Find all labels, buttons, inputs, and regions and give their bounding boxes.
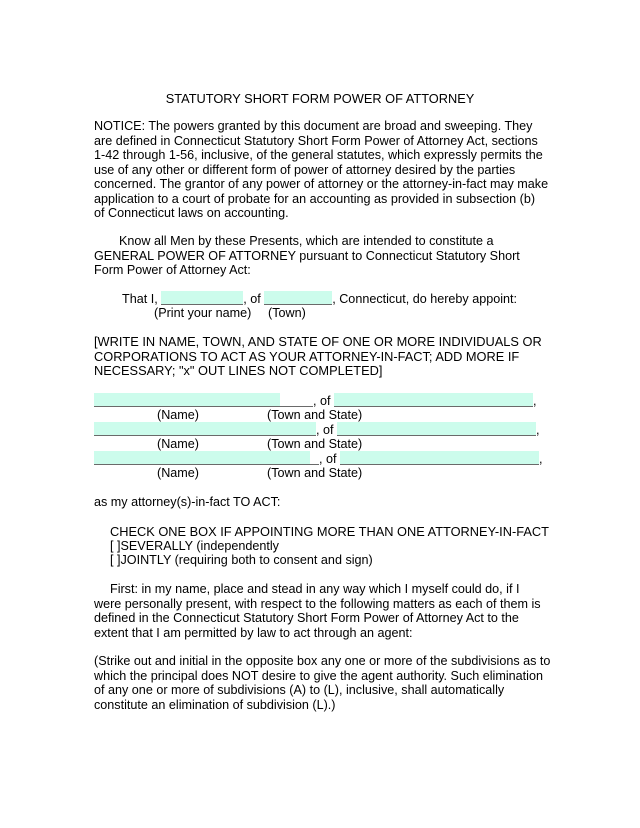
principal-name-field[interactable] xyxy=(161,291,243,305)
print-name-caption: (Print your name) xyxy=(154,306,252,320)
attorney-1-end-comma: , xyxy=(533,394,537,408)
that-i-label: That I, xyxy=(122,292,158,306)
write-in-instruction: [WRITE IN NAME, TOWN, AND STATE OF ONE OR MORE INDIVIDUALS OR CORPORATIONS TO ACT AS YOUR ATTORNEY-IN-FACT; ADD MORE IF NECESSARY; "x" OUT LINES NOT COMPLETED] xyxy=(94,334,542,378)
principal-line xyxy=(122,291,517,307)
attorney-line-1 xyxy=(94,393,537,409)
attorney-2-name-field[interactable] xyxy=(94,422,264,436)
jointly-checkbox[interactable]: [ ]JOINTLY (requiring both to consent and sign) xyxy=(110,553,373,567)
attorney-3-name-caption: (Name) xyxy=(157,466,199,480)
attorney-1-town-caption: (Town and State) xyxy=(267,408,363,422)
attorney-2-town-state-field[interactable] xyxy=(337,422,536,436)
attorney-2-town-caption: (Town and State) xyxy=(267,437,363,451)
town-caption: (Town) xyxy=(268,306,306,320)
check-one-instruction: CHECK ONE BOX IF APPOINTING MORE THAN ONE ATTORNEY-IN-FACT xyxy=(110,524,549,539)
attorney-1-town-state-field[interactable] xyxy=(334,393,533,407)
attorney-1-name-field[interactable] xyxy=(94,393,280,407)
document-title: STATUTORY SHORT FORM POWER OF ATTORNEY xyxy=(165,91,475,106)
attorney-2-name-field-extension[interactable] xyxy=(264,422,316,436)
attorney-3-town-caption: (Town and State) xyxy=(267,466,363,480)
connecticut-appoint-label: , Connecticut, do hereby appoint: xyxy=(332,292,518,306)
attorney-3-town-state-field[interactable] xyxy=(340,451,539,465)
attorney-1-name-caption: (Name) xyxy=(157,408,199,422)
attorney-3-of-label: , of xyxy=(319,452,337,466)
principal-town-field[interactable] xyxy=(264,291,332,305)
attorney-3-name-field[interactable] xyxy=(94,451,310,465)
first-paragraph: First: in my name, place and stead in any way which I myself could do, if I were personally present, with respect to the following matters as each of them is defined in the Connecticut Statutory Short Form Power of Attorney Act to the extent that I am permitted by law to act through an agent: xyxy=(94,582,541,640)
attorney-3-name-underline xyxy=(310,451,319,465)
of-label: , of xyxy=(243,292,261,306)
attorney-1-name-underline xyxy=(280,393,313,407)
attorney-1-of-label: , of xyxy=(313,394,331,408)
know-all-paragraph: Know all Men by these Presents, which are intended to constitute a GENERAL POWER OF ATTORNEY pursuant to Connecticut Statutory Short Form Power of Attorney Act: xyxy=(94,234,520,277)
attorney-2-name-caption: (Name) xyxy=(157,437,199,451)
as-my-attorney-text: as my attorney(s)-in-fact TO ACT: xyxy=(94,495,281,509)
attorney-3-end-comma: , xyxy=(539,452,543,466)
attorney-line-2 xyxy=(94,422,540,438)
strike-out-paragraph: (Strike out and initial in the opposite box any one or more of the subdivisions as to which the principal does NOT desire to give the agent authority. Such elimination of any one or more of subdivisions (A) to (L), inclusive, shall automatically constitute an elimination of subdivision (L).) xyxy=(94,654,551,712)
severally-checkbox[interactable]: [ ]SEVERALLY (independently xyxy=(110,539,279,553)
attorney-2-of-label: , of xyxy=(316,423,334,437)
notice-paragraph: NOTICE: The powers granted by this document are broad and sweeping. They are defined in Connecticut Statutory Short Form Power of Attorney Act, sections 1-42 through 1-56, inclusive, of the general statutes, which expressly permits the use of any other or different form of power of attorney desired by the parties concerned. The grantor of any power of attorney or the attorney-in-fact may make application to a court of probate for an accounting as provided in subsection (b) of Connecticut laws on accounting. xyxy=(94,119,549,220)
attorney-line-3 xyxy=(94,451,543,467)
attorney-2-end-comma: , xyxy=(536,423,540,437)
